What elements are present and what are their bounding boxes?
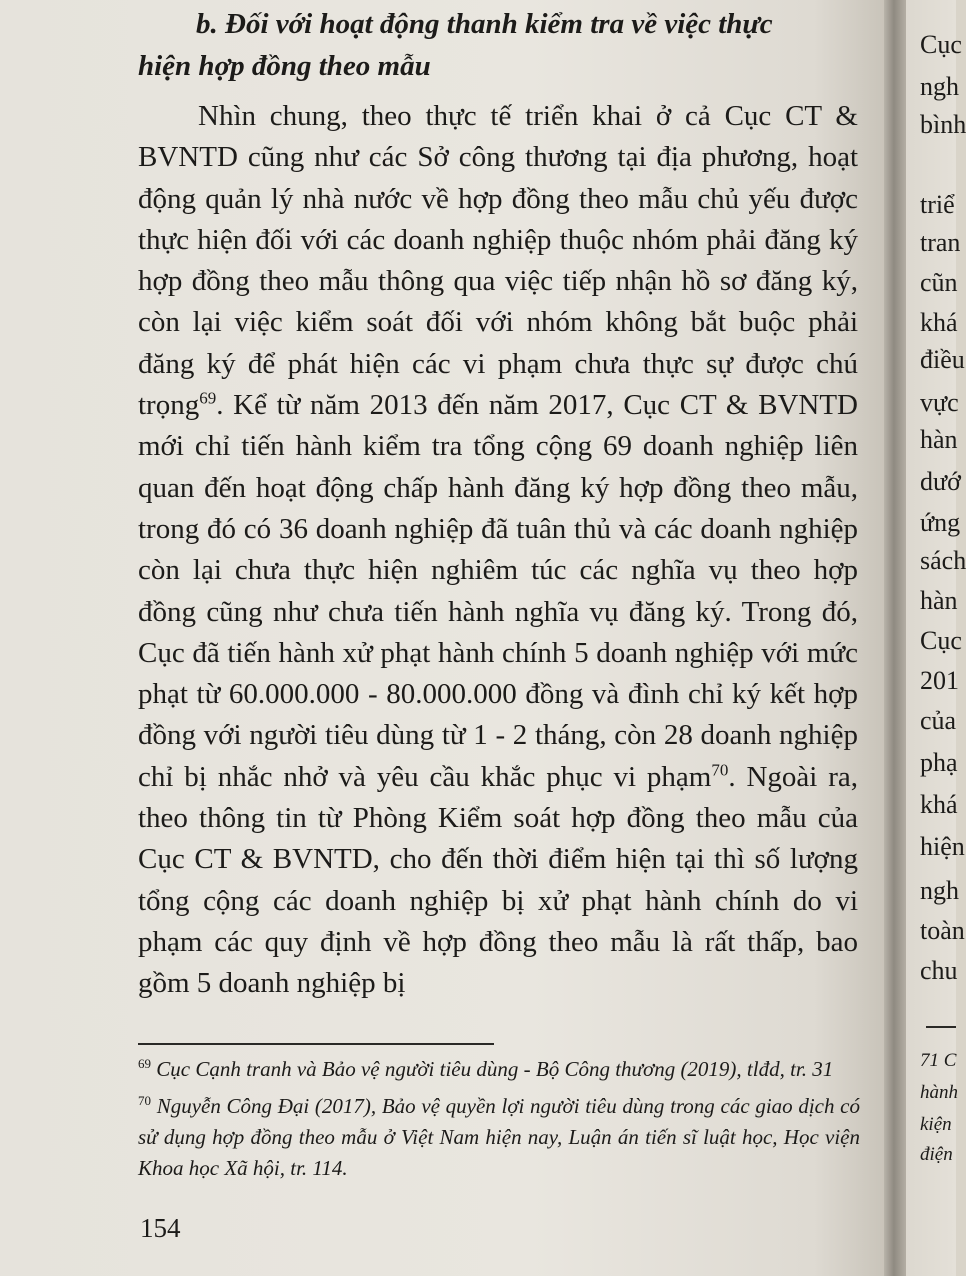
right-line-fragment: ứng: [920, 508, 961, 537]
right-line-fragment: dướ: [920, 467, 961, 496]
right-line-fragment: cũn: [920, 268, 958, 297]
heading-line-1: b. Đối với hoạt động thanh kiểm tra về việc thực: [196, 8, 773, 40]
right-line-fragment: sách: [920, 546, 966, 575]
footnote-ref-70[interactable]: 70: [711, 760, 729, 780]
right-line-fragment: điều: [920, 345, 965, 374]
footnote-69: [138, 1048, 860, 1085]
right-line-fragment: Cục: [920, 626, 962, 655]
footnote-number: 70: [138, 1093, 151, 1108]
footnote-text: Nguyễn Công Đại (2017), Bảo vệ quyền lợi người tiêu dùng trong các giao dịch có sử dụng hợp đồng theo mẫu ở Việt Nam hiện nay, Luận án tiến sĩ luật học, Học viện Khoa học Xã hội, tr. 114.: [138, 1094, 860, 1180]
book-gutter: [884, 0, 906, 1276]
right-line-fragment: phạ: [920, 748, 958, 777]
footnote-text: Cục Cạnh tranh và Bảo vệ người tiêu dùng - Bộ Công thương (2019), tlđd, tr. 31: [156, 1057, 834, 1081]
right-line-fragment: Cục: [920, 30, 962, 59]
footnotes: [138, 1048, 860, 1184]
footnote-70: [138, 1085, 860, 1184]
right-footnote-fragment: 71 C: [920, 1050, 957, 1071]
right-line-fragment: hàn: [920, 425, 958, 454]
right-line-fragment: hiện: [920, 832, 965, 861]
body-paragraph: [138, 96, 858, 1005]
right-line-fragment: triể: [920, 190, 955, 219]
page-number: 154: [140, 1213, 181, 1243]
heading-line-2: hiện hợp đồng theo mẫu: [138, 50, 431, 82]
footnote-separator: [138, 1043, 494, 1045]
right-line-fragment: 201: [920, 666, 959, 695]
right-footnote-separator: [926, 1026, 956, 1028]
right-line-fragment: chu: [920, 956, 958, 985]
footnote-ref-69[interactable]: 69: [199, 388, 217, 408]
right-footnote-fragment: hành: [920, 1082, 958, 1103]
right-line-fragment: khá: [920, 308, 958, 337]
right-footnote-fragment: kiện: [920, 1114, 952, 1135]
body-text-part-3: . Ngoài ra, theo thông tin từ Phòng Kiểm soát hợp đồng theo mẫu của Cục CT & BVNTD, cho đến thời điểm hiện tại thì số lượng tổng cộng các doanh nghiệp bị xử phạt hành chính do vi phạm các quy định về hợp đồng theo mẫu là rất thấp, bao gồm 5 doanh nghiệp bị: [138, 760, 858, 1000]
footnote-number: 69: [138, 1056, 151, 1071]
right-line-fragment: ngh: [920, 876, 959, 905]
right-footnote-fragment: điện: [920, 1144, 953, 1165]
body-text-part-2: . Kể từ năm 2013 đến năm 2017, Cục CT & BVNTD mới chỉ tiến hành kiểm tra tổng cộng 69 doanh nghiệp liên quan đến hoạt động chấp hành đăng ký hợp đồng theo mẫu, trong đó có 36 doanh nghiệp đã tuân thủ và các doanh nghiệp còn lại chưa thực hiện nghiêm túc các nghĩa vụ theo hợp đồng cũng như chưa tiến hành nghĩa vụ đăng ký. Trong đó, Cục đã tiến hành xử phạt hành chính 5 doanh nghiệp với mức phạt từ 60.000.000 - 80.000.000 đồng và đình chỉ ký kết hợp đồng với người tiêu dùng từ 1 - 2 tháng, còn 28 doanh nghiệp chỉ bị nhắc nhở và yêu cầu khắc phục vi phạm: [138, 389, 858, 793]
right-line-fragment: của: [920, 706, 957, 735]
right-page: [906, 0, 966, 1276]
right-line-fragment: toàn: [920, 916, 965, 945]
right-line-fragment: tran: [920, 228, 961, 257]
right-line-fragment: vực: [920, 388, 959, 417]
right-line-fragment: hàn: [920, 586, 958, 615]
right-line-fragment: ngh: [920, 72, 959, 101]
right-line-fragment: khá: [920, 790, 958, 819]
body-text-part-1: Nhìn chung, theo thực tế triển khai ở cả Cục CT & BVNTD cũng như các Sở công thương tại địa phương, hoạt động quản lý nhà nước về hợp đồng theo mẫu chủ yếu được thực hiện đối với các doanh nghiệp thuộc nhóm phải đăng ký hợp đồng theo mẫu thông qua việc tiếp nhận hồ sơ đăng ký, còn lại việc kiểm soát đối với nhóm không bắt buộc phải đăng ký để phát hiện các vi phạm chưa thực sự được chú trọng: [138, 100, 858, 422]
right-line-fragment: bình: [920, 110, 966, 139]
